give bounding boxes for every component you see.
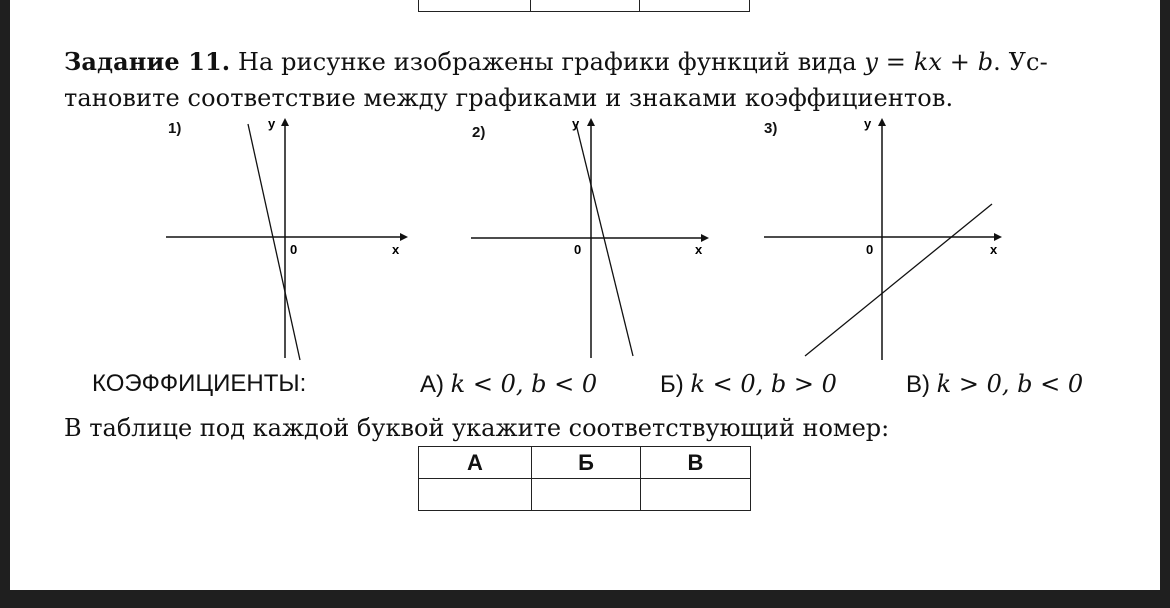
option-a (420, 370, 597, 399)
option-a-condition: k < 0, b < 0 (450, 370, 598, 398)
graph-2-number: 2) (472, 124, 486, 141)
task-text-tail: . Ус- (993, 48, 1048, 76)
graph-3-number: 3) (764, 120, 778, 137)
task-text: На рисунке изображены графики функций вида (238, 48, 857, 76)
answer-table-input-row (419, 479, 751, 511)
graph-1 (160, 110, 420, 370)
graph-2-line (576, 124, 633, 356)
previous-answer-table-fragment (418, 0, 750, 12)
graph-2 (465, 110, 725, 370)
option-b-condition: k < 0, b > 0 (690, 370, 837, 398)
graph-3 (760, 110, 1020, 370)
answer-header-c: В (641, 447, 751, 479)
graph-1-origin-label: 0 (290, 242, 298, 257)
graph-1-y-label: y (268, 116, 276, 131)
option-c-letter: В) (906, 371, 930, 398)
graph-2-x-arrow (701, 234, 709, 242)
coefficients-row (92, 370, 1092, 406)
option-b (660, 370, 837, 399)
answer-header-b: Б (532, 447, 641, 479)
graph-2-y-label: y (572, 116, 580, 131)
graph-3-origin-label: 0 (866, 242, 874, 257)
answer-table (418, 446, 751, 511)
graph-1-x-arrow (400, 233, 408, 241)
graph-3-x-label: x (990, 242, 998, 257)
graph-3-y-label: y (864, 116, 872, 131)
option-c-condition: k > 0, b < 0 (936, 370, 1084, 398)
graph-3-y-arrow (878, 118, 886, 126)
answer-table-header-row (419, 447, 751, 479)
task-text-line2: тановите соответствие между графиками и знаками коэффициентов. (64, 84, 954, 112)
option-b-letter: Б) (660, 371, 684, 398)
graph-1-x-label: x (392, 242, 400, 257)
graph-2-origin-label: 0 (574, 242, 582, 257)
answer-cell-c[interactable] (641, 479, 751, 511)
task-label: Задание 11. (64, 47, 231, 76)
instruction-text: В таблице под каждой буквой укажите соответствующий номер: (64, 414, 890, 442)
graph-1-y-arrow (281, 118, 289, 126)
graph-3-x-arrow (994, 233, 1002, 241)
task-formula: y = kx + b (864, 48, 994, 76)
graph-2-x-label: x (695, 242, 703, 257)
graph-3-line (805, 204, 992, 356)
coefficients-heading: КОЭФФИЦИЕНТЫ: (92, 370, 307, 397)
answer-cell-b[interactable] (532, 479, 641, 511)
task-statement (64, 44, 1124, 116)
graph-2-y-arrow (587, 118, 595, 126)
option-c (906, 370, 1083, 399)
option-a-letter: А) (420, 371, 444, 398)
answer-header-a: А (419, 447, 532, 479)
graph-1-number: 1) (168, 120, 182, 137)
answer-cell-a[interactable] (419, 479, 532, 511)
worksheet-page (10, 0, 1160, 590)
